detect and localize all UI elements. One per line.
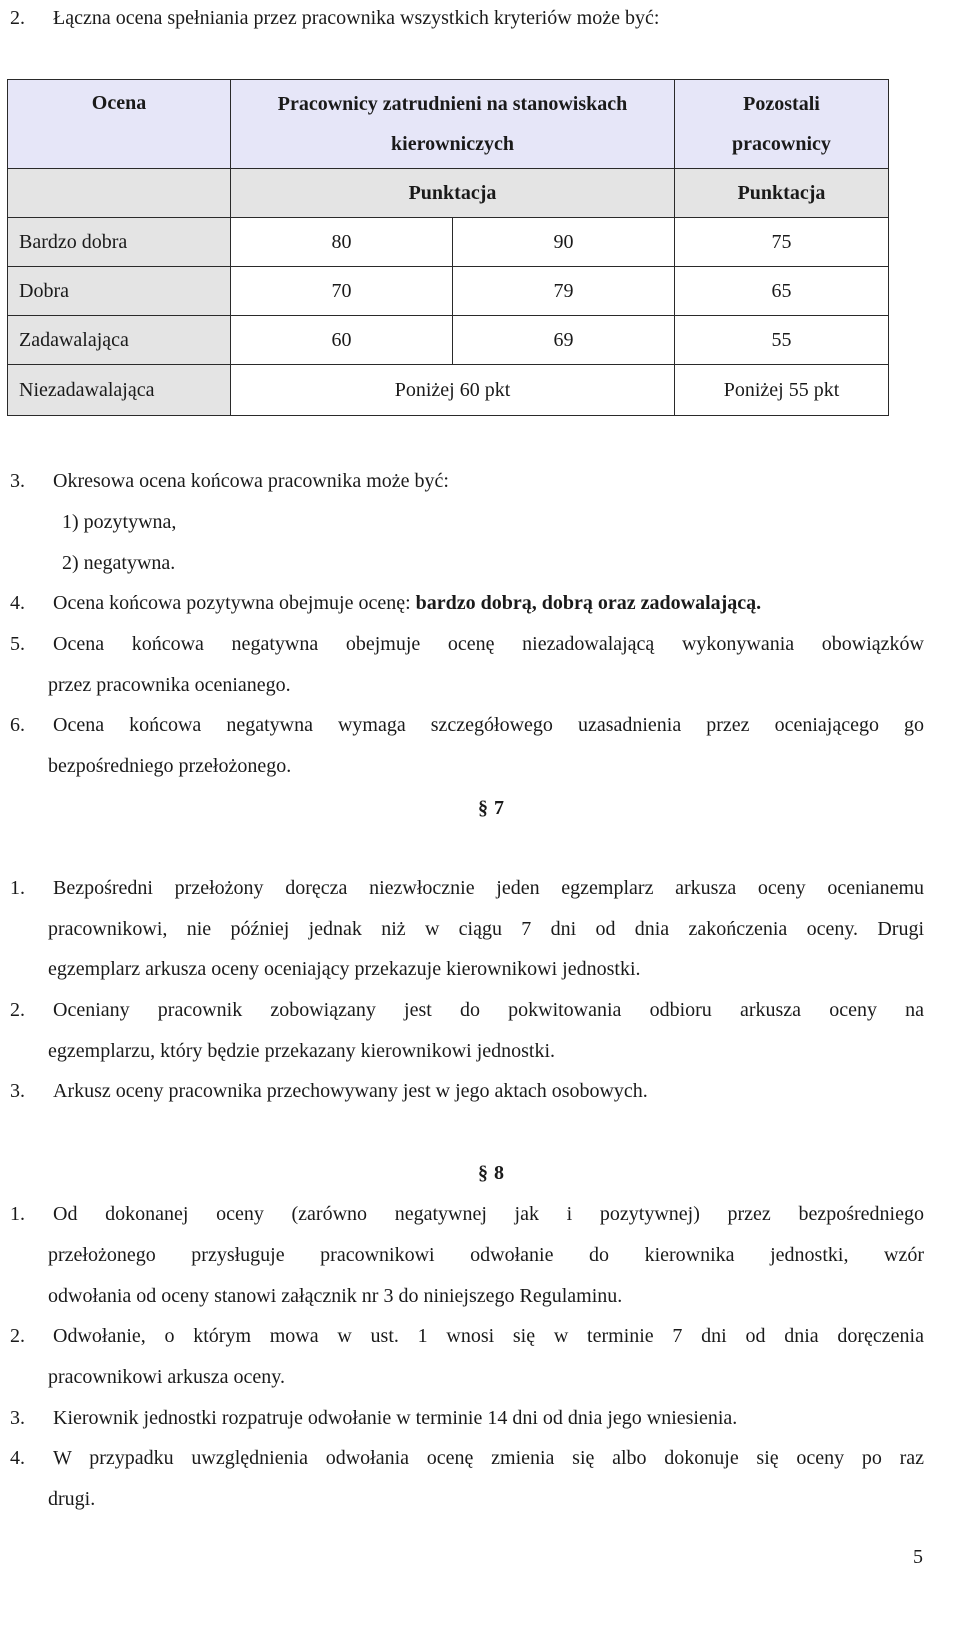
s8-p1-number: 1. (10, 1203, 25, 1225)
s8-p3-line1: Kierownik jednostki rozpatruje odwołanie w terminie 14 dni od dnia jego wniesienia. (53, 1407, 738, 1429)
s7-p1-line3: egzemplarz arkusza oceny oceniający przekazuje kierownikowi jednostki. (48, 958, 641, 980)
s8-p2-line1: Odwołanie, o którym mowa w ust. 1 wnosi się w terminie 7 dni od dnia doręczenia (53, 1325, 924, 1347)
s7-p1-line2: pracownikowi, nie później jednak niż w ciągu 7 dni od dnia zakończenia oceny. Drugi (48, 918, 924, 940)
item-text: Łączna ocena spełniania przez pracownika wszystkich kryteriów może być: (53, 7, 660, 29)
p3-sub2: 2) negatywna. (62, 552, 176, 574)
p4-number: 4. (10, 592, 25, 614)
s8-p4-line2: drugi. (48, 1488, 96, 1510)
p5-number: 5. (10, 633, 25, 655)
p6-line1: Ocena końcowa negatywna wymaga szczegółowego uzasadnienia przez oceniającego go (53, 714, 924, 736)
s7-p2-line2: egzemplarzu, który będzie przekazany kierownikowi jednostki. (48, 1040, 556, 1062)
s8-p4-line1: W przypadku uwzględnienia odwołania ocenę zmienia się albo dokonuje się oceny po raz (53, 1447, 924, 1469)
s7-p2-line1: Oceniany pracownik zobowiązany jest do pokwitowania odbioru arkusza oceny na (53, 999, 924, 1021)
section-8-heading (478, 1161, 504, 1185)
s7-p2-number: 2. (10, 999, 25, 1021)
s8-p1-line1: Od dokonanej oceny (zarówno negatywnej jak i pozytywnej) przez bezpośredniego (53, 1203, 924, 1225)
p5-line2: przez pracownika ocenianego. (48, 674, 291, 696)
p4-bold: bardzo dobrą, dobrą oraz zadowalającą. (415, 592, 762, 614)
row-value-b: 79 (452, 266, 675, 316)
s8-p3-number: 3. (10, 1407, 25, 1429)
p5-line1: Ocena końcowa negatywna obejmuje ocenę niezadowalającą wykonywania obowiązków (53, 633, 924, 655)
item-2 (10, 6, 660, 30)
s7-p3-line1: Arkusz oceny pracownika przechowywany jest w jego aktach osobowych. (53, 1080, 648, 1102)
s7-p3-number: 3. (10, 1080, 25, 1102)
header-ocena: Ocena (7, 79, 231, 169)
p6-number: 6. (10, 714, 25, 736)
p3-number: 3. (10, 470, 25, 492)
s7-p1-line1: Bezpośredni przełożony doręcza niezwłocznie jeden egzemplarz arkusza oceny ocenianemu (53, 877, 924, 899)
row-value-poz: Poniżej 55 pkt (674, 364, 889, 416)
subheader-punktacja-poz: Punktacja (674, 168, 889, 218)
item-number: 2. (10, 7, 25, 29)
header-pozostali: Pozostali pracownicy (674, 79, 889, 169)
row-label: Niezadawalająca (7, 364, 231, 416)
s8-p2-line2: pracownikowi arkusza oceny. (48, 1366, 285, 1388)
row-label: Zadawalająca (7, 315, 231, 365)
row-value-c: 75 (674, 217, 889, 267)
s8-p1-line2: przełożonego przysługuje pracownikowi odwołanie do kierownika jednostki, wzór (48, 1244, 924, 1266)
row-value-kier: Poniżej 60 pkt (230, 364, 675, 416)
subheader-punktacja-kier: Punktacja (230, 168, 675, 218)
p6-line2: bezpośredniego przełożonego. (48, 755, 292, 777)
row-value-c: 55 (674, 315, 889, 365)
s8-p4-number: 4. (10, 1447, 25, 1469)
p3-text: Okresowa ocena końcowa pracownika może być: (53, 470, 449, 492)
row-value-b: 90 (452, 217, 675, 267)
row-label: Bardzo dobra (7, 217, 231, 267)
section-sign: § (478, 797, 488, 819)
s7-p1-number: 1. (10, 877, 25, 899)
section-7-heading (478, 796, 504, 820)
section-sign: § (478, 1162, 488, 1184)
row-value-b: 69 (452, 315, 675, 365)
score-table (7, 79, 889, 416)
p4-text: Ocena końcowa pozytywna obejmuje ocenę: bardzo dobrą, dobrą oraz zadowalającą. (53, 592, 762, 614)
section-number: 7 (494, 797, 504, 819)
header-kierownicy: Pracownicy zatrudnieni na stanowiskach kierowniczych (230, 79, 675, 169)
s8-p1-line3: odwołania od oceny stanowi załącznik nr 3 do niniejszego Regulaminu. (48, 1285, 623, 1307)
section-number: 8 (494, 1162, 504, 1184)
page-number: 5 (913, 1546, 923, 1568)
row-value-a: 60 (230, 315, 453, 365)
s8-p2-number: 2. (10, 1325, 25, 1347)
row-value-a: 70 (230, 266, 453, 316)
row-value-c: 65 (674, 266, 889, 316)
p3-sub1: 1) pozytywna, (62, 511, 177, 533)
subheader-blank (7, 168, 231, 218)
row-value-a: 80 (230, 217, 453, 267)
row-label: Dobra (7, 266, 231, 316)
